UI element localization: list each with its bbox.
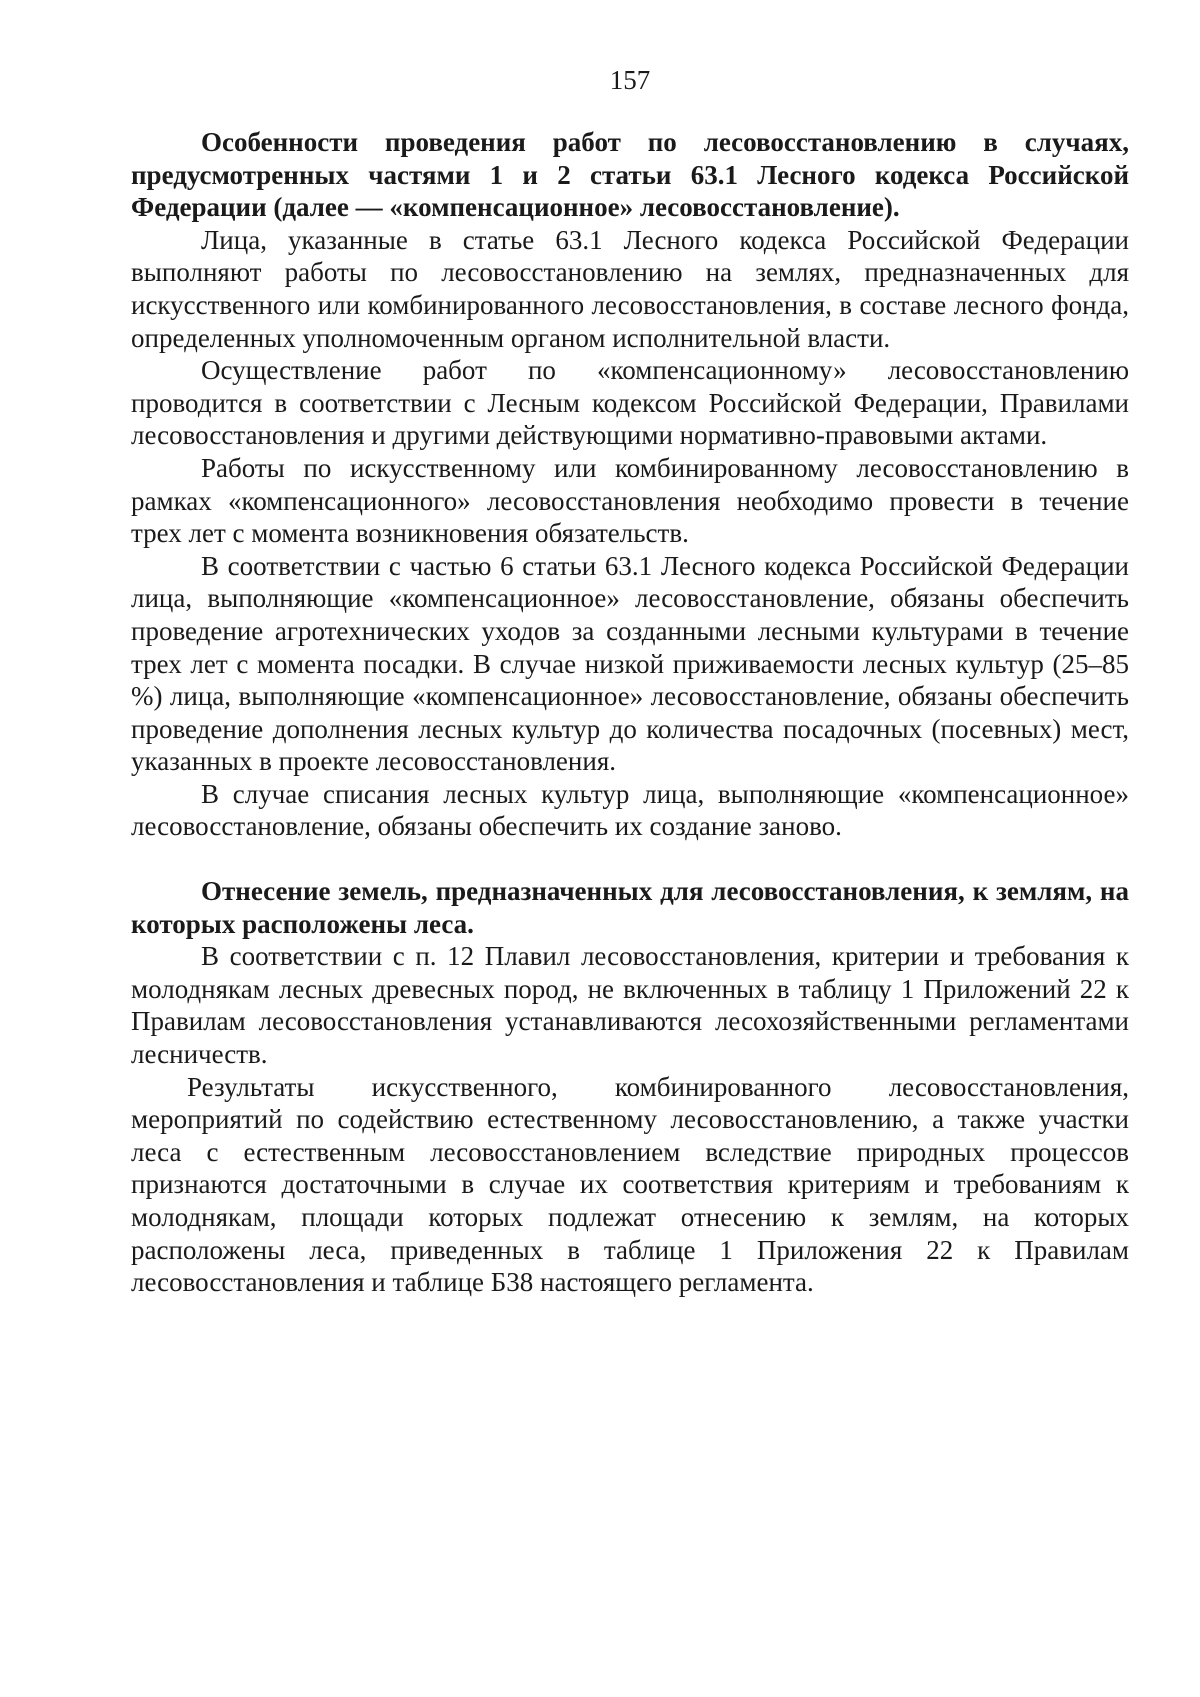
paragraph: Работы по искусственному или комбинированному лесовосстановлению в рамках «компенсационного» лесовосстановления необходимо провести в течение трех лет с момента возникновения обязательств. <box>131 452 1129 549</box>
paragraph: Осуществление работ по «компенсационному» лесовосстановлению проводится в соответствии с Лесным кодексом Российской Федерации, Правилами лесовосстановления и другими действующими нормативно-правовыми актами. <box>131 355 1129 451</box>
paragraph: Результаты искусственного, комбинированного лесовосстановления, мероприятий по содействию естественному лесовосстановлению, а также участки леса с естественным лесовосстановлением вследствие природных процессов признаются достаточными в случае их соответствия критериям и требованиям к молоднякам, площади которых подлежат отнесению к землям, на которых расположены леса, приведенных в таблице 1 Приложения 22 к Правилам лесовосстановления и таблице Б38 настоящего регламента. <box>131 1071 1129 1298</box>
page-number: 157 <box>609 65 651 95</box>
section-compensatory-reforestation <box>131 126 1129 843</box>
paragraph: Лица, указанные в статье 63.1 Лесного кодекса Российской Федерации выполняют работы по лесовосстановлению на землях, предназначенных для искусственного или комбинированного лесовосстановления, в составе лесного фонда, определенных уполномоченным органом исполнительной власти. <box>131 224 1129 353</box>
document-page <box>131 64 1129 1299</box>
paragraph: В соответствии с частью 6 статьи 63.1 Лесного кодекса Российской Федерации лица, выполняющие «компенсационное» лесовосстановление, обязаны обеспечить проведение агротехнических уходов за созданными лесными культурами в течение трех лет с момента посадки. В случае низкой приживаемости лесных культур (25–85 %) лица, выполняющие «компенсационное» лесовосстановление, обязаны обеспечить проведение дополнения лесных культур до количества посадочных (посевных) мест, указанных в проекте лесовосстановления. <box>131 550 1129 777</box>
section-heading: Отнесение земель, предназначенных для лесовосстановления, к землям, на которых расположены леса. <box>131 876 1129 939</box>
section-land-classification <box>131 875 1129 1299</box>
section-heading: Особенности проведения работ по лесовосстановлению в случаях, предусмотренных частями 1 и 2 статьи 63.1 Лесного кодекса Российской Федерации (далее — «компенсационное» лесовосстановление). <box>131 127 1129 223</box>
paragraph: В соответствии с п. 12 Плавил лесовосстановления, критерии и требования к молоднякам лесных древесных пород, не включенных в таблицу 1 Приложений 22 к Правилам лесовосстановления устанавливаются лесохозяйственными регламентами лесничеств. <box>131 941 1129 1070</box>
paragraph: В случае списания лесных культур лица, выполняющие «компенсационное» лесовосстановление, обязаны обеспечить их создание заново. <box>131 778 1129 842</box>
section-spacer <box>131 843 1129 875</box>
